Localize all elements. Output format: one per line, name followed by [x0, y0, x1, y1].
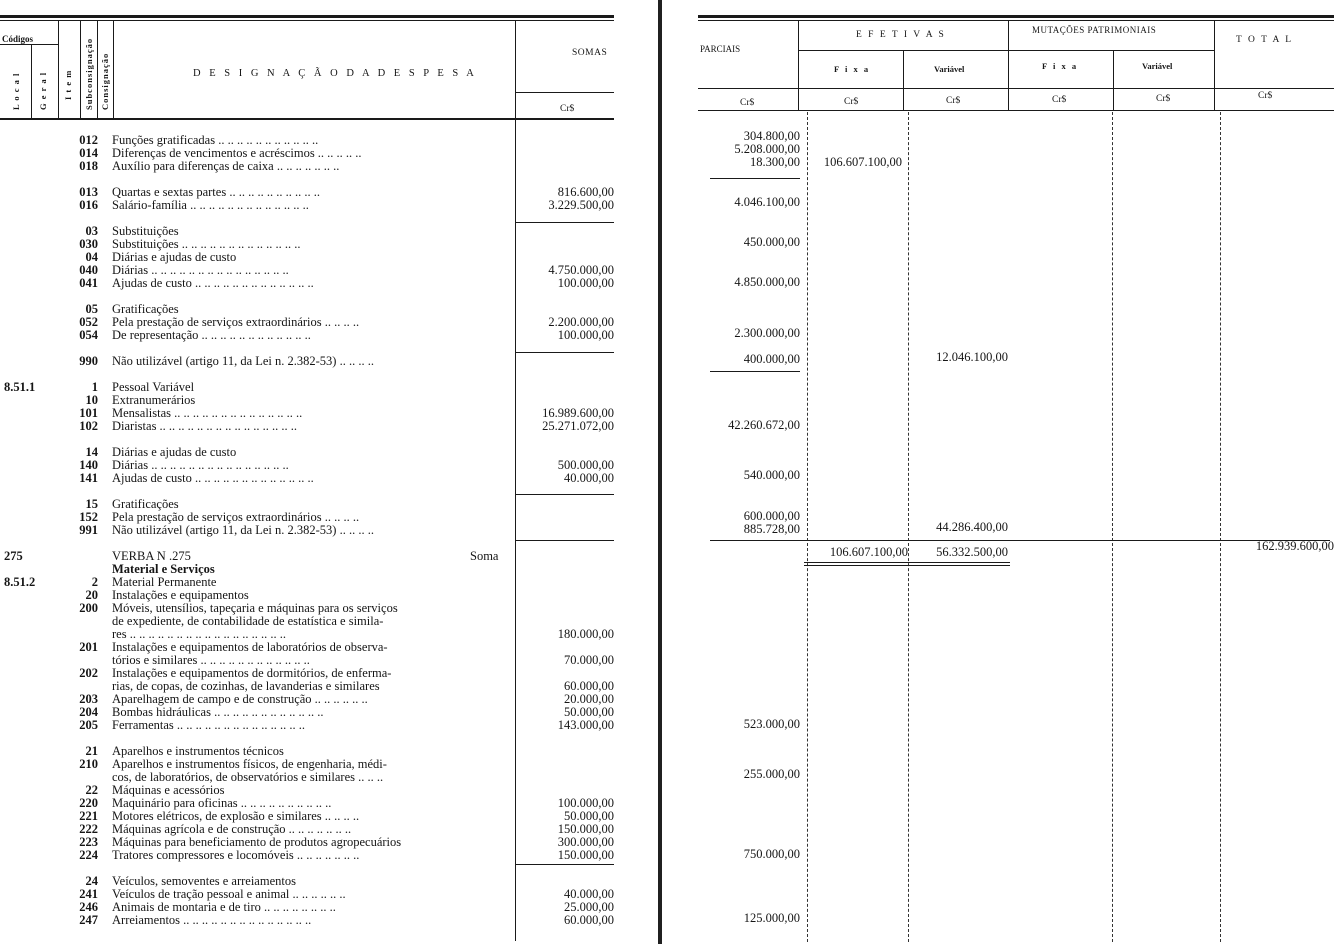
item-code: 04 [85, 250, 98, 264]
item-code: 152 [79, 510, 98, 524]
item-code: 15 [85, 497, 98, 511]
item-code: 018 [79, 159, 98, 173]
item-code: 1 [91, 380, 98, 394]
designacao-text: tórios e similares .. .. .. .. .. .. .. .. .. .. .. .. [112, 654, 310, 667]
item-code: 141 [79, 471, 98, 485]
item-code: 05 [85, 302, 98, 316]
item-code: 221 [79, 809, 98, 823]
parcial-value: 885.728,00 [743, 522, 800, 536]
item-code: 223 [79, 835, 98, 849]
designacao-text: Pela prestação de serviços extraordinários .. .. .. .. [112, 511, 360, 524]
designacao-text: rias, de copas, de cozinhas, de lavanderias e similares [112, 680, 380, 693]
designacao-text: Veículos, semoventes e arreiamentos [112, 875, 296, 888]
designacao-text: res .. .. .. .. .. .. .. .. .. .. .. .. .. .. .. .. .. [112, 628, 286, 641]
top-rule [0, 15, 614, 18]
variavel2-currency: Cr$ [1156, 94, 1171, 104]
designacao-text: Diárias e ajudas de custo [112, 251, 237, 264]
designacao-text: Auxílio para diferenças de caixa .. .. .. .. .. .. .. [112, 160, 340, 173]
fixa2-header: F i x a [1042, 61, 1079, 71]
efetivas-header: E F E T I V A S [856, 30, 946, 40]
parcial-value: 304.800,00 [743, 129, 800, 143]
local-code: 8.51.2 [4, 575, 36, 589]
fixa2-currency: Cr$ [1052, 95, 1067, 105]
item-code: 03 [85, 224, 98, 238]
item-code: 140 [79, 458, 98, 472]
designacao-text: Não utilizável (artigo 11, da Lei n. 2.382-53) .. .. .. .. [112, 355, 374, 368]
amount: 40.000,00 [564, 471, 614, 485]
item-code: 202 [79, 666, 98, 680]
designacao-text: Gratificações [112, 498, 179, 511]
item-code: 200 [79, 601, 98, 615]
somas-col-divider [515, 21, 516, 941]
amount: 100.000,00 [557, 328, 614, 342]
parcial-value: 600.000,00 [743, 509, 800, 523]
designacao-text: de expediente, de contabilidade de estatística e simila- [112, 615, 384, 628]
variavel-value: 12.046.100,00 [936, 350, 1008, 364]
item-code: 990 [79, 354, 98, 368]
mutacoes-header: MUTAÇÕES PATRIMONIAIS [1032, 25, 1157, 35]
item-code: 246 [79, 900, 98, 914]
grand-total: 162.939.600,00 [1255, 539, 1334, 553]
item-code: 220 [79, 796, 98, 810]
item-code: 205 [79, 718, 98, 732]
item-code: 24 [85, 874, 98, 888]
item-code: 10 [85, 393, 98, 407]
designacao-text: cos, de laboratórios, de observatórios e similares .. .. .. [112, 771, 384, 784]
right-page [668, 0, 1334, 944]
variavel-header: Variável [934, 64, 965, 74]
designacao-text: Aparelhagem de campo e de construção .. .. .. .. .. .. [112, 693, 368, 706]
fixa-header: F i x a [834, 64, 871, 74]
subtotal-rule [515, 540, 614, 541]
amount: 60.000,00 [564, 679, 614, 693]
item-code: 030 [79, 237, 98, 251]
header-bottom-rule [0, 118, 614, 120]
amount: 816.600,00 [557, 185, 614, 199]
somas-header: SOMAS [572, 48, 608, 58]
designacao-text: Pessoal Variável [112, 381, 195, 394]
variavel-currency: Cr$ [946, 96, 961, 106]
amount: 25.000,00 [564, 900, 614, 914]
designacao-text: Salário-família .. .. .. .. .. .. .. .. .. .. .. .. .. [112, 199, 309, 212]
item-code: 204 [79, 705, 98, 719]
top-rule-thin [0, 20, 614, 21]
col-divider [31, 44, 32, 119]
designacao-text: Não utilizável (artigo 11, da Lei n. 2.382-53) .. .. .. .. [112, 524, 374, 537]
soma-label: Soma [470, 549, 499, 563]
subtotal-rule [515, 494, 614, 495]
designacao-text: Máquinas agrícola e de construção .. .. .. .. .. .. .. [112, 823, 352, 836]
left-page [0, 0, 650, 944]
item-code: 040 [79, 263, 98, 277]
designacao-text: Tratores compressores e locomóveis .. .. .. .. .. .. .. [112, 849, 360, 862]
parcial-value: 4.046.100,00 [734, 195, 800, 209]
designacao-text: Material e Serviços [112, 563, 215, 576]
designacao-text: Diaristas .. .. .. .. .. .. .. .. .. .. .. .. .. .. .. [112, 420, 298, 433]
designacao-text: Substituições .. .. .. .. .. .. .. .. .. .. .. .. .. [112, 238, 301, 251]
subconsignacao-label: Subconsignação [84, 37, 94, 110]
designacao-text: VERBA N .275 [112, 550, 191, 563]
parcial-value: 5.208.000,00 [734, 142, 800, 156]
amount: 60.000,00 [564, 913, 614, 927]
top-rule [698, 15, 1334, 18]
amount: 180.000,00 [557, 627, 614, 641]
item-code: 203 [79, 692, 98, 706]
subtotal-rule [710, 371, 800, 372]
fixa-value: 106.607.100,00 [823, 155, 902, 169]
amount: 25.271.072,00 [542, 419, 614, 433]
item-code: 201 [79, 640, 98, 654]
consignacao-label: Consignação [100, 52, 110, 110]
amount: 100.000,00 [557, 276, 614, 290]
local-code: 8.51.1 [4, 380, 36, 394]
subtotal-rule [515, 864, 614, 865]
col-line [1220, 112, 1221, 942]
item-code: 224 [79, 848, 98, 862]
item-code: 14 [85, 445, 98, 459]
item-code: 052 [79, 315, 98, 329]
total-currency: Cr$ [1258, 91, 1273, 101]
designacao-text: Instalações e equipamentos de laboratórios de observa- [112, 641, 388, 654]
amount: 20.000,00 [564, 692, 614, 706]
subtotal-rule [710, 178, 800, 179]
subtotal-rule [515, 352, 614, 353]
designacao-text: Animais de montaria e de tiro .. .. .. .. .. .. .. .. [112, 901, 336, 914]
item-code: 22 [85, 783, 98, 797]
parcial-value: 540.000,00 [743, 468, 800, 482]
designacao-text: Extranumerários [112, 394, 196, 407]
item-code: 247 [79, 913, 98, 927]
parcial-value: 255.000,00 [743, 767, 800, 781]
header-bottom-rule [698, 110, 1334, 111]
local-label: L o c a l [11, 72, 21, 110]
total-rule [804, 562, 1010, 563]
item-code: 20 [85, 588, 98, 602]
item-code: 210 [79, 757, 98, 771]
amount: 100.000,00 [557, 796, 614, 810]
item-code: 21 [85, 744, 98, 758]
parcial-value: 4.850.000,00 [734, 275, 800, 289]
designacao-text: De representação .. .. .. .. .. .. .. .. .. .. .. .. [112, 329, 311, 342]
item-code: 016 [79, 198, 98, 212]
amount: 500.000,00 [557, 458, 614, 472]
designacao-text: Quartas e sextas partes .. .. .. .. .. .. .. .. .. .. [112, 186, 320, 199]
designacao-text: Diárias .. .. .. .. .. .. .. .. .. .. .. .. .. .. .. [112, 264, 289, 277]
subtotal-rule [515, 222, 614, 223]
subheader-rule [798, 50, 1214, 51]
designacao-text: Diárias .. .. .. .. .. .. .. .. .. .. .. .. .. .. .. [112, 459, 289, 472]
amount: 50.000,00 [564, 705, 614, 719]
amount: 3.229.500,00 [548, 198, 614, 212]
parcial-value: 125.000,00 [743, 911, 800, 925]
col-divider [1214, 21, 1215, 111]
designacao-text: Máquinas para beneficiamento de produtos agropecuários [112, 836, 402, 849]
designacao-text: Aparelhos e instrumentos técnicos [112, 745, 284, 758]
amount: 70.000,00 [564, 653, 614, 667]
designacao-text: Arreiamentos .. .. .. .. .. .. .. .. .. .. .. .. .. .. [112, 914, 312, 927]
parcial-value: 42.260.672,00 [728, 418, 800, 432]
parciais-header: PARCIAIS [700, 44, 741, 54]
col-divider [1113, 50, 1114, 111]
page-gutter [658, 0, 662, 944]
col-divider [113, 21, 114, 119]
item-code: 991 [79, 523, 98, 537]
item-code: 2 [91, 575, 98, 589]
designacao-text: Ajudas de custo .. .. .. .. .. .. .. .. .. .. .. .. .. [112, 277, 314, 290]
designacao-text: Substituições [112, 225, 179, 238]
col-line [1112, 112, 1113, 942]
parcial-value: 18.300,00 [750, 155, 800, 169]
col-divider [97, 21, 98, 119]
item-code: 241 [79, 887, 98, 901]
variavel2-header: Variável [1142, 61, 1173, 71]
designacao-text: Diferenças de vencimentos e acréscimos .. .. .. .. .. [112, 147, 362, 160]
item-code: 222 [79, 822, 98, 836]
item-code: 012 [79, 133, 98, 147]
designacao-header: D E S I G N A Ç Ã O D A D E S P E S A [193, 68, 477, 79]
parcial-value: 2.300.000,00 [734, 326, 800, 340]
item-label: I t e m [63, 69, 73, 100]
designacao-text: Mensalistas .. .. .. .. .. .. .. .. .. .. .. .. .. .. [112, 407, 303, 420]
item-code: 014 [79, 146, 98, 160]
amount: 16.989.600,00 [542, 406, 614, 420]
codigos-label: Códigos [2, 34, 34, 44]
parcial-value: 450.000,00 [743, 235, 800, 249]
designacao-text: Pela prestação de serviços extraordinários .. .. .. .. [112, 316, 360, 329]
parcial-value: 750.000,00 [743, 847, 800, 861]
total-rule [804, 565, 1010, 566]
total-header: T O T A L [1236, 35, 1294, 45]
amount: 143.000,00 [557, 718, 614, 732]
somas-currency: Cr$ [560, 104, 575, 114]
amount: 4.750.000,00 [548, 263, 614, 277]
col-divider [58, 21, 59, 119]
somas-rule [515, 92, 614, 93]
item-code: 054 [79, 328, 98, 342]
designacao-text: Motores elétricos, de explosão e similares .. .. .. .. [112, 810, 360, 823]
item-code: 041 [79, 276, 98, 290]
designacao-text: Diárias e ajudas de custo [112, 446, 237, 459]
parciais-currency: Cr$ [740, 98, 755, 108]
item-code: 101 [79, 406, 98, 420]
amount: 50.000,00 [564, 809, 614, 823]
amount: 300.000,00 [557, 835, 614, 849]
designacao-text: Móveis, utensílios, tapeçaria e máquinas para os serviços [112, 602, 398, 615]
top-rule-thin [698, 20, 1334, 21]
variavel-value: 44.286.400,00 [936, 520, 1008, 534]
col-divider [1008, 21, 1009, 111]
col-divider [903, 50, 904, 111]
col-divider [80, 21, 81, 119]
amount: 150.000,00 [557, 848, 614, 862]
parcial-value: 400.000,00 [743, 352, 800, 366]
designacao-text: Instalações e equipamentos [112, 589, 249, 602]
col-divider [798, 21, 799, 111]
designacao-text: Máquinas e acessórios [112, 784, 225, 797]
col-line [807, 112, 808, 942]
designacao-text: Aparelhos e instrumentos físicos, de engenharia, médi- [112, 758, 387, 771]
item-code: 102 [79, 419, 98, 433]
designacao-text: Gratificações [112, 303, 179, 316]
amount: 150.000,00 [557, 822, 614, 836]
variavel-total: 56.332.500,00 [936, 545, 1008, 559]
parcial-value: 523.000,00 [743, 717, 800, 731]
header-rule [698, 88, 1334, 89]
geral-label: G e r a l [38, 71, 48, 110]
fixa-total: 106.607.100,00 [829, 545, 908, 559]
amount: 2.200.000,00 [548, 315, 614, 329]
designacao-text: Instalações e equipamentos de dormitórios, de enferma- [112, 667, 392, 680]
designacao-text: Bombas hidráulicas .. .. .. .. .. .. .. .. .. .. .. .. [112, 706, 324, 719]
item-code: 013 [79, 185, 98, 199]
amount: 40.000,00 [564, 887, 614, 901]
designacao-text: Funções gratificadas .. .. .. .. .. .. .. .. .. .. .. [112, 134, 319, 147]
local-code: 275 [4, 549, 23, 563]
fixa-currency: Cr$ [844, 97, 859, 107]
designacao-text: Ajudas de custo .. .. .. .. .. .. .. .. .. .. .. .. .. [112, 472, 314, 485]
designacao-text: Maquinário para oficinas .. .. .. .. .. .. .. .. .. .. [112, 797, 332, 810]
designacao-text: Ferramentas .. .. .. .. .. .. .. .. .. .. .. .. .. .. [112, 719, 306, 732]
designacao-text: Material Permanente [112, 576, 217, 589]
designacao-text: Veículos de tração pessoal e animal .. .. .. .. .. .. [112, 888, 346, 901]
